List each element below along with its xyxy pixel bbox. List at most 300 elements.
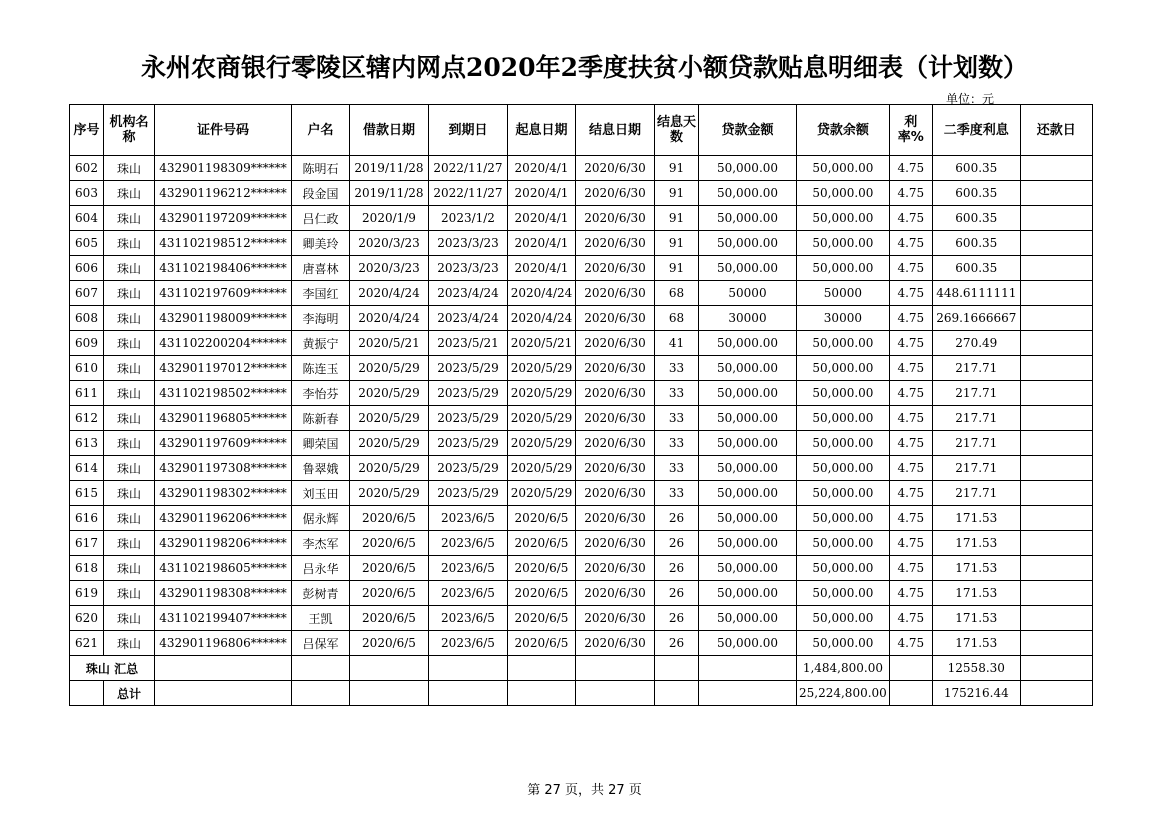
cell-interest: 269.1666667 bbox=[932, 306, 1020, 331]
cell-start-date: 2020/6/5 bbox=[508, 631, 576, 656]
cell-name: 段金国 bbox=[292, 181, 350, 206]
cell-repay-date bbox=[1020, 556, 1092, 581]
table-row bbox=[70, 356, 1093, 381]
total-interest: 175216.44 bbox=[932, 681, 1020, 706]
cell-org: 珠山 bbox=[104, 231, 155, 256]
cell-name: 王凯 bbox=[292, 606, 350, 631]
cell-balance: 50,000.00 bbox=[797, 406, 890, 431]
table-row bbox=[70, 256, 1093, 281]
cell-due-date: 2022/11/27 bbox=[429, 181, 508, 206]
cell-start-date: 2020/5/21 bbox=[508, 331, 576, 356]
cell-org: 珠山 bbox=[104, 331, 155, 356]
header-id: 证件号码 bbox=[155, 105, 292, 156]
table-row bbox=[70, 231, 1093, 256]
cell-start-date: 2020/4/1 bbox=[508, 231, 576, 256]
cell-rate: 4.75 bbox=[889, 356, 932, 381]
cell-name: 鲁翠娥 bbox=[292, 456, 350, 481]
cell-loan-date: 2020/5/29 bbox=[350, 431, 429, 456]
table-row bbox=[70, 606, 1093, 631]
cell-start-date: 2020/4/1 bbox=[508, 156, 576, 181]
cell-id: 432901196206****** bbox=[155, 506, 292, 531]
cell-rate: 4.75 bbox=[889, 256, 932, 281]
cell-seq: 616 bbox=[70, 506, 104, 531]
cell-name: 倨永辉 bbox=[292, 506, 350, 531]
cell-due-date: 2023/6/5 bbox=[429, 606, 508, 631]
cell-due-date: 2023/1/2 bbox=[429, 206, 508, 231]
cell-rate: 4.75 bbox=[889, 381, 932, 406]
cell-seq: 606 bbox=[70, 256, 104, 281]
cell-loan-date: 2020/6/5 bbox=[350, 556, 429, 581]
cell-loan-date: 2020/5/29 bbox=[350, 356, 429, 381]
cell-start-date: 2020/5/29 bbox=[508, 406, 576, 431]
cell-id: 432901198009****** bbox=[155, 306, 292, 331]
cell-settle-date: 2020/6/30 bbox=[576, 606, 655, 631]
cell-repay-date bbox=[1020, 206, 1092, 231]
cell-repay-date bbox=[1020, 381, 1092, 406]
subtotal-interest: 12558.30 bbox=[932, 656, 1020, 681]
cell-start-date: 2020/4/1 bbox=[508, 206, 576, 231]
cell-rate: 4.75 bbox=[889, 331, 932, 356]
cell-loan-date: 2020/5/29 bbox=[350, 381, 429, 406]
cell-repay-date bbox=[1020, 481, 1092, 506]
cell-amount: 50,000.00 bbox=[699, 506, 797, 531]
cell-amount: 50,000.00 bbox=[699, 181, 797, 206]
cell-balance: 50,000.00 bbox=[797, 556, 890, 581]
cell-interest: 171.53 bbox=[932, 606, 1020, 631]
cell-seq: 605 bbox=[70, 231, 104, 256]
cell-name: 吕永华 bbox=[292, 556, 350, 581]
cell-loan-date: 2020/5/29 bbox=[350, 456, 429, 481]
cell-loan-date: 2019/11/28 bbox=[350, 156, 429, 181]
cell-rate: 4.75 bbox=[889, 206, 932, 231]
cell-interest: 171.53 bbox=[932, 556, 1020, 581]
cell-start-date: 2020/5/29 bbox=[508, 456, 576, 481]
cell-org: 珠山 bbox=[104, 556, 155, 581]
total-label: 总计 bbox=[104, 681, 155, 706]
cell-days: 91 bbox=[655, 181, 699, 206]
cell-org: 珠山 bbox=[104, 456, 155, 481]
loan-table bbox=[69, 104, 1093, 706]
cell-interest: 600.35 bbox=[932, 206, 1020, 231]
table-row bbox=[70, 181, 1093, 206]
cell-balance: 50,000.00 bbox=[797, 631, 890, 656]
cell-balance: 50,000.00 bbox=[797, 181, 890, 206]
cell-days: 26 bbox=[655, 581, 699, 606]
table-row bbox=[70, 306, 1093, 331]
cell-repay-date bbox=[1020, 506, 1092, 531]
cell-balance: 50,000.00 bbox=[797, 156, 890, 181]
cell-org: 珠山 bbox=[104, 206, 155, 231]
cell-settle-date: 2020/6/30 bbox=[576, 631, 655, 656]
cell-days: 26 bbox=[655, 506, 699, 531]
cell-start-date: 2020/6/5 bbox=[508, 581, 576, 606]
cell-interest: 600.35 bbox=[932, 256, 1020, 281]
cell-balance: 50,000.00 bbox=[797, 456, 890, 481]
total-row bbox=[70, 681, 1093, 706]
cell-settle-date: 2020/6/30 bbox=[576, 456, 655, 481]
cell-rate: 4.75 bbox=[889, 556, 932, 581]
cell-id: 432901196806****** bbox=[155, 631, 292, 656]
cell-interest: 217.71 bbox=[932, 356, 1020, 381]
cell-interest: 600.35 bbox=[932, 231, 1020, 256]
cell-interest: 217.71 bbox=[932, 456, 1020, 481]
cell-repay-date bbox=[1020, 231, 1092, 256]
cell-start-date: 2020/5/29 bbox=[508, 381, 576, 406]
cell-days: 68 bbox=[655, 281, 699, 306]
header-amount: 贷款金额 bbox=[699, 105, 797, 156]
cell-name: 李杰军 bbox=[292, 531, 350, 556]
cell-org: 珠山 bbox=[104, 156, 155, 181]
table-row bbox=[70, 281, 1093, 306]
header-org: 机构名称 bbox=[104, 105, 155, 156]
cell-loan-date: 2020/1/9 bbox=[350, 206, 429, 231]
cell-repay-date bbox=[1020, 406, 1092, 431]
cell-amount: 50,000.00 bbox=[699, 456, 797, 481]
cell-interest: 448.6111111 bbox=[932, 281, 1020, 306]
cell-amount: 50,000.00 bbox=[699, 531, 797, 556]
cell-org: 珠山 bbox=[104, 381, 155, 406]
cell-loan-date: 2020/3/23 bbox=[350, 231, 429, 256]
cell-due-date: 2023/5/29 bbox=[429, 406, 508, 431]
cell-days: 33 bbox=[655, 431, 699, 456]
cell-days: 41 bbox=[655, 331, 699, 356]
table-row bbox=[70, 331, 1093, 356]
cell-seq: 618 bbox=[70, 556, 104, 581]
cell-seq: 603 bbox=[70, 181, 104, 206]
cell-repay-date bbox=[1020, 456, 1092, 481]
cell-name: 李怡芬 bbox=[292, 381, 350, 406]
cell-balance: 50,000.00 bbox=[797, 381, 890, 406]
cell-settle-date: 2020/6/30 bbox=[576, 231, 655, 256]
cell-rate: 4.75 bbox=[889, 406, 932, 431]
header-settle-date: 结息日期 bbox=[576, 105, 655, 156]
cell-rate: 4.75 bbox=[889, 431, 932, 456]
cell-seq: 614 bbox=[70, 456, 104, 481]
cell-id: 432901197609****** bbox=[155, 431, 292, 456]
cell-settle-date: 2020/6/30 bbox=[576, 531, 655, 556]
header-repay-date: 还款日 bbox=[1020, 105, 1092, 156]
cell-org: 珠山 bbox=[104, 506, 155, 531]
cell-amount: 50,000.00 bbox=[699, 256, 797, 281]
cell-id: 432901198308****** bbox=[155, 581, 292, 606]
cell-days: 26 bbox=[655, 631, 699, 656]
header-balance: 贷款余额 bbox=[797, 105, 890, 156]
cell-org: 珠山 bbox=[104, 406, 155, 431]
cell-start-date: 2020/5/29 bbox=[508, 356, 576, 381]
cell-interest: 171.53 bbox=[932, 631, 1020, 656]
cell-seq: 612 bbox=[70, 406, 104, 431]
header-rate: 利率% bbox=[889, 105, 932, 156]
cell-days: 68 bbox=[655, 306, 699, 331]
cell-org: 珠山 bbox=[104, 631, 155, 656]
cell-amount: 50,000.00 bbox=[699, 556, 797, 581]
cell-id: 431102199407****** bbox=[155, 606, 292, 631]
cell-start-date: 2020/4/24 bbox=[508, 281, 576, 306]
cell-rate: 4.75 bbox=[889, 606, 932, 631]
cell-name: 陈明石 bbox=[292, 156, 350, 181]
cell-amount: 50,000.00 bbox=[699, 206, 797, 231]
cell-rate: 4.75 bbox=[889, 456, 932, 481]
table-row bbox=[70, 406, 1093, 431]
cell-due-date: 2023/6/5 bbox=[429, 556, 508, 581]
table-row bbox=[70, 506, 1093, 531]
cell-seq: 619 bbox=[70, 581, 104, 606]
table-row bbox=[70, 206, 1093, 231]
cell-due-date: 2023/6/5 bbox=[429, 531, 508, 556]
cell-id: 432901197209****** bbox=[155, 206, 292, 231]
cell-balance: 50,000.00 bbox=[797, 331, 890, 356]
cell-due-date: 2023/6/5 bbox=[429, 581, 508, 606]
cell-seq: 617 bbox=[70, 531, 104, 556]
cell-due-date: 2023/5/29 bbox=[429, 356, 508, 381]
cell-balance: 50,000.00 bbox=[797, 231, 890, 256]
cell-balance: 50,000.00 bbox=[797, 481, 890, 506]
header-start-date: 起息日期 bbox=[508, 105, 576, 156]
cell-settle-date: 2020/6/30 bbox=[576, 431, 655, 456]
page-title: 永州农商银行零陵区辖内网点2020年2季度扶贫小额贷款贴息明细表（计划数） bbox=[141, 53, 1028, 82]
table-row bbox=[70, 581, 1093, 606]
cell-rate: 4.75 bbox=[889, 581, 932, 606]
cell-due-date: 2023/4/24 bbox=[429, 306, 508, 331]
cell-settle-date: 2020/6/30 bbox=[576, 281, 655, 306]
cell-start-date: 2020/4/1 bbox=[508, 181, 576, 206]
cell-rate: 4.75 bbox=[889, 231, 932, 256]
header-days: 结息天数 bbox=[655, 105, 699, 156]
cell-days: 91 bbox=[655, 231, 699, 256]
cell-interest: 171.53 bbox=[932, 506, 1020, 531]
table-row bbox=[70, 631, 1093, 656]
cell-repay-date bbox=[1020, 181, 1092, 206]
header-row bbox=[70, 105, 1093, 156]
table-row bbox=[70, 431, 1093, 456]
cell-settle-date: 2020/6/30 bbox=[576, 256, 655, 281]
cell-repay-date bbox=[1020, 356, 1092, 381]
cell-amount: 50,000.00 bbox=[699, 606, 797, 631]
cell-org: 珠山 bbox=[104, 306, 155, 331]
cell-loan-date: 2020/6/5 bbox=[350, 531, 429, 556]
cell-days: 26 bbox=[655, 531, 699, 556]
cell-settle-date: 2020/6/30 bbox=[576, 331, 655, 356]
cell-seq: 610 bbox=[70, 356, 104, 381]
cell-loan-date: 2020/6/5 bbox=[350, 506, 429, 531]
cell-settle-date: 2020/6/30 bbox=[576, 181, 655, 206]
cell-settle-date: 2020/6/30 bbox=[576, 206, 655, 231]
cell-balance: 30000 bbox=[797, 306, 890, 331]
cell-amount: 50,000.00 bbox=[699, 406, 797, 431]
cell-start-date: 2020/5/29 bbox=[508, 481, 576, 506]
cell-amount: 50,000.00 bbox=[699, 356, 797, 381]
cell-id: 432901196805****** bbox=[155, 406, 292, 431]
cell-days: 91 bbox=[655, 206, 699, 231]
cell-loan-date: 2020/6/5 bbox=[350, 581, 429, 606]
cell-seq: 609 bbox=[70, 331, 104, 356]
cell-repay-date bbox=[1020, 281, 1092, 306]
cell-start-date: 2020/4/24 bbox=[508, 306, 576, 331]
cell-amount: 50,000.00 bbox=[699, 381, 797, 406]
cell-org: 珠山 bbox=[104, 256, 155, 281]
cell-amount: 50000 bbox=[699, 281, 797, 306]
subtotal-row bbox=[70, 656, 1093, 681]
table-row bbox=[70, 456, 1093, 481]
cell-balance: 50,000.00 bbox=[797, 506, 890, 531]
cell-due-date: 2022/11/27 bbox=[429, 156, 508, 181]
header-due-date: 到期日 bbox=[429, 105, 508, 156]
cell-rate: 4.75 bbox=[889, 156, 932, 181]
cell-id: 432901197308****** bbox=[155, 456, 292, 481]
cell-settle-date: 2020/6/30 bbox=[576, 481, 655, 506]
cell-id: 431102198406****** bbox=[155, 256, 292, 281]
cell-amount: 50,000.00 bbox=[699, 156, 797, 181]
cell-settle-date: 2020/6/30 bbox=[576, 556, 655, 581]
header-seq: 序号 bbox=[70, 105, 104, 156]
cell-name: 唐喜林 bbox=[292, 256, 350, 281]
cell-name: 卿荣国 bbox=[292, 431, 350, 456]
cell-due-date: 2023/6/5 bbox=[429, 506, 508, 531]
cell-id: 432901198309****** bbox=[155, 156, 292, 181]
header-interest: 二季度利息 bbox=[932, 105, 1020, 156]
cell-seq: 607 bbox=[70, 281, 104, 306]
table-row bbox=[70, 556, 1093, 581]
cell-settle-date: 2020/6/30 bbox=[576, 406, 655, 431]
cell-repay-date bbox=[1020, 431, 1092, 456]
header-loan-date: 借款日期 bbox=[350, 105, 429, 156]
cell-due-date: 2023/5/21 bbox=[429, 331, 508, 356]
cell-seq: 604 bbox=[70, 206, 104, 231]
cell-balance: 50,000.00 bbox=[797, 256, 890, 281]
cell-amount: 50,000.00 bbox=[699, 431, 797, 456]
cell-loan-date: 2019/11/28 bbox=[350, 181, 429, 206]
cell-settle-date: 2020/6/30 bbox=[576, 356, 655, 381]
cell-id: 431102197609****** bbox=[155, 281, 292, 306]
cell-interest: 217.71 bbox=[932, 431, 1020, 456]
subtotal-label: 珠山 汇总 bbox=[70, 656, 155, 681]
cell-rate: 4.75 bbox=[889, 531, 932, 556]
cell-org: 珠山 bbox=[104, 356, 155, 381]
cell-rate: 4.75 bbox=[889, 481, 932, 506]
cell-due-date: 2023/5/29 bbox=[429, 381, 508, 406]
cell-start-date: 2020/6/5 bbox=[508, 506, 576, 531]
cell-due-date: 2023/6/5 bbox=[429, 631, 508, 656]
cell-days: 33 bbox=[655, 356, 699, 381]
cell-loan-date: 2020/5/21 bbox=[350, 331, 429, 356]
cell-balance: 50,000.00 bbox=[797, 531, 890, 556]
cell-days: 26 bbox=[655, 556, 699, 581]
cell-loan-date: 2020/5/29 bbox=[350, 406, 429, 431]
cell-due-date: 2023/5/29 bbox=[429, 481, 508, 506]
cell-amount: 30000 bbox=[699, 306, 797, 331]
cell-org: 珠山 bbox=[104, 581, 155, 606]
cell-settle-date: 2020/6/30 bbox=[576, 156, 655, 181]
cell-interest: 600.35 bbox=[932, 181, 1020, 206]
cell-loan-date: 2020/6/5 bbox=[350, 631, 429, 656]
cell-days: 26 bbox=[655, 606, 699, 631]
cell-id: 432901196212****** bbox=[155, 181, 292, 206]
cell-interest: 600.35 bbox=[932, 156, 1020, 181]
cell-days: 33 bbox=[655, 381, 699, 406]
cell-repay-date bbox=[1020, 581, 1092, 606]
cell-loan-date: 2020/5/29 bbox=[350, 481, 429, 506]
cell-repay-date bbox=[1020, 531, 1092, 556]
cell-name: 李海明 bbox=[292, 306, 350, 331]
cell-org: 珠山 bbox=[104, 531, 155, 556]
cell-loan-date: 2020/4/24 bbox=[350, 306, 429, 331]
cell-loan-date: 2020/6/5 bbox=[350, 606, 429, 631]
cell-name: 陈连玉 bbox=[292, 356, 350, 381]
cell-name: 刘玉田 bbox=[292, 481, 350, 506]
cell-repay-date bbox=[1020, 156, 1092, 181]
cell-interest: 171.53 bbox=[932, 581, 1020, 606]
cell-seq: 611 bbox=[70, 381, 104, 406]
cell-name: 陈新春 bbox=[292, 406, 350, 431]
cell-interest: 270.49 bbox=[932, 331, 1020, 356]
cell-interest: 217.71 bbox=[932, 481, 1020, 506]
cell-due-date: 2023/3/23 bbox=[429, 256, 508, 281]
cell-amount: 50,000.00 bbox=[699, 631, 797, 656]
cell-id: 431102198512****** bbox=[155, 231, 292, 256]
cell-due-date: 2023/5/29 bbox=[429, 431, 508, 456]
cell-seq: 620 bbox=[70, 606, 104, 631]
cell-seq: 608 bbox=[70, 306, 104, 331]
cell-balance: 50,000.00 bbox=[797, 581, 890, 606]
cell-id: 431102200204****** bbox=[155, 331, 292, 356]
header-name: 户名 bbox=[292, 105, 350, 156]
cell-rate: 4.75 bbox=[889, 181, 932, 206]
cell-days: 33 bbox=[655, 481, 699, 506]
cell-org: 珠山 bbox=[104, 481, 155, 506]
table-row bbox=[70, 381, 1093, 406]
cell-amount: 50,000.00 bbox=[699, 331, 797, 356]
cell-id: 432901198302****** bbox=[155, 481, 292, 506]
cell-id: 432901197012****** bbox=[155, 356, 292, 381]
cell-id: 432901198206****** bbox=[155, 531, 292, 556]
cell-id: 431102198502****** bbox=[155, 381, 292, 406]
cell-name: 黄振宁 bbox=[292, 331, 350, 356]
cell-settle-date: 2020/6/30 bbox=[576, 506, 655, 531]
cell-settle-date: 2020/6/30 bbox=[576, 306, 655, 331]
cell-due-date: 2023/3/23 bbox=[429, 231, 508, 256]
cell-name: 吕仁政 bbox=[292, 206, 350, 231]
cell-amount: 50,000.00 bbox=[699, 481, 797, 506]
cell-name: 彭树青 bbox=[292, 581, 350, 606]
cell-name: 李国红 bbox=[292, 281, 350, 306]
cell-interest: 171.53 bbox=[932, 531, 1020, 556]
cell-rate: 4.75 bbox=[889, 281, 932, 306]
cell-loan-date: 2020/3/23 bbox=[350, 256, 429, 281]
cell-days: 33 bbox=[655, 406, 699, 431]
cell-interest: 217.71 bbox=[932, 381, 1020, 406]
unit-label: 单位：元 bbox=[946, 92, 995, 106]
cell-repay-date bbox=[1020, 306, 1092, 331]
cell-amount: 50,000.00 bbox=[699, 231, 797, 256]
cell-id: 431102198605****** bbox=[155, 556, 292, 581]
cell-balance: 50,000.00 bbox=[797, 606, 890, 631]
cell-repay-date bbox=[1020, 256, 1092, 281]
cell-name: 吕保军 bbox=[292, 631, 350, 656]
table-row bbox=[70, 531, 1093, 556]
page-footer: 第 27 页，共 27 页 bbox=[527, 783, 642, 798]
cell-repay-date bbox=[1020, 331, 1092, 356]
cell-rate: 4.75 bbox=[889, 306, 932, 331]
cell-seq: 613 bbox=[70, 431, 104, 456]
cell-due-date: 2023/5/29 bbox=[429, 456, 508, 481]
cell-days: 91 bbox=[655, 156, 699, 181]
cell-due-date: 2023/4/24 bbox=[429, 281, 508, 306]
cell-seq: 615 bbox=[70, 481, 104, 506]
cell-start-date: 2020/5/29 bbox=[508, 431, 576, 456]
cell-balance: 50,000.00 bbox=[797, 206, 890, 231]
cell-start-date: 2020/6/5 bbox=[508, 556, 576, 581]
cell-repay-date bbox=[1020, 606, 1092, 631]
